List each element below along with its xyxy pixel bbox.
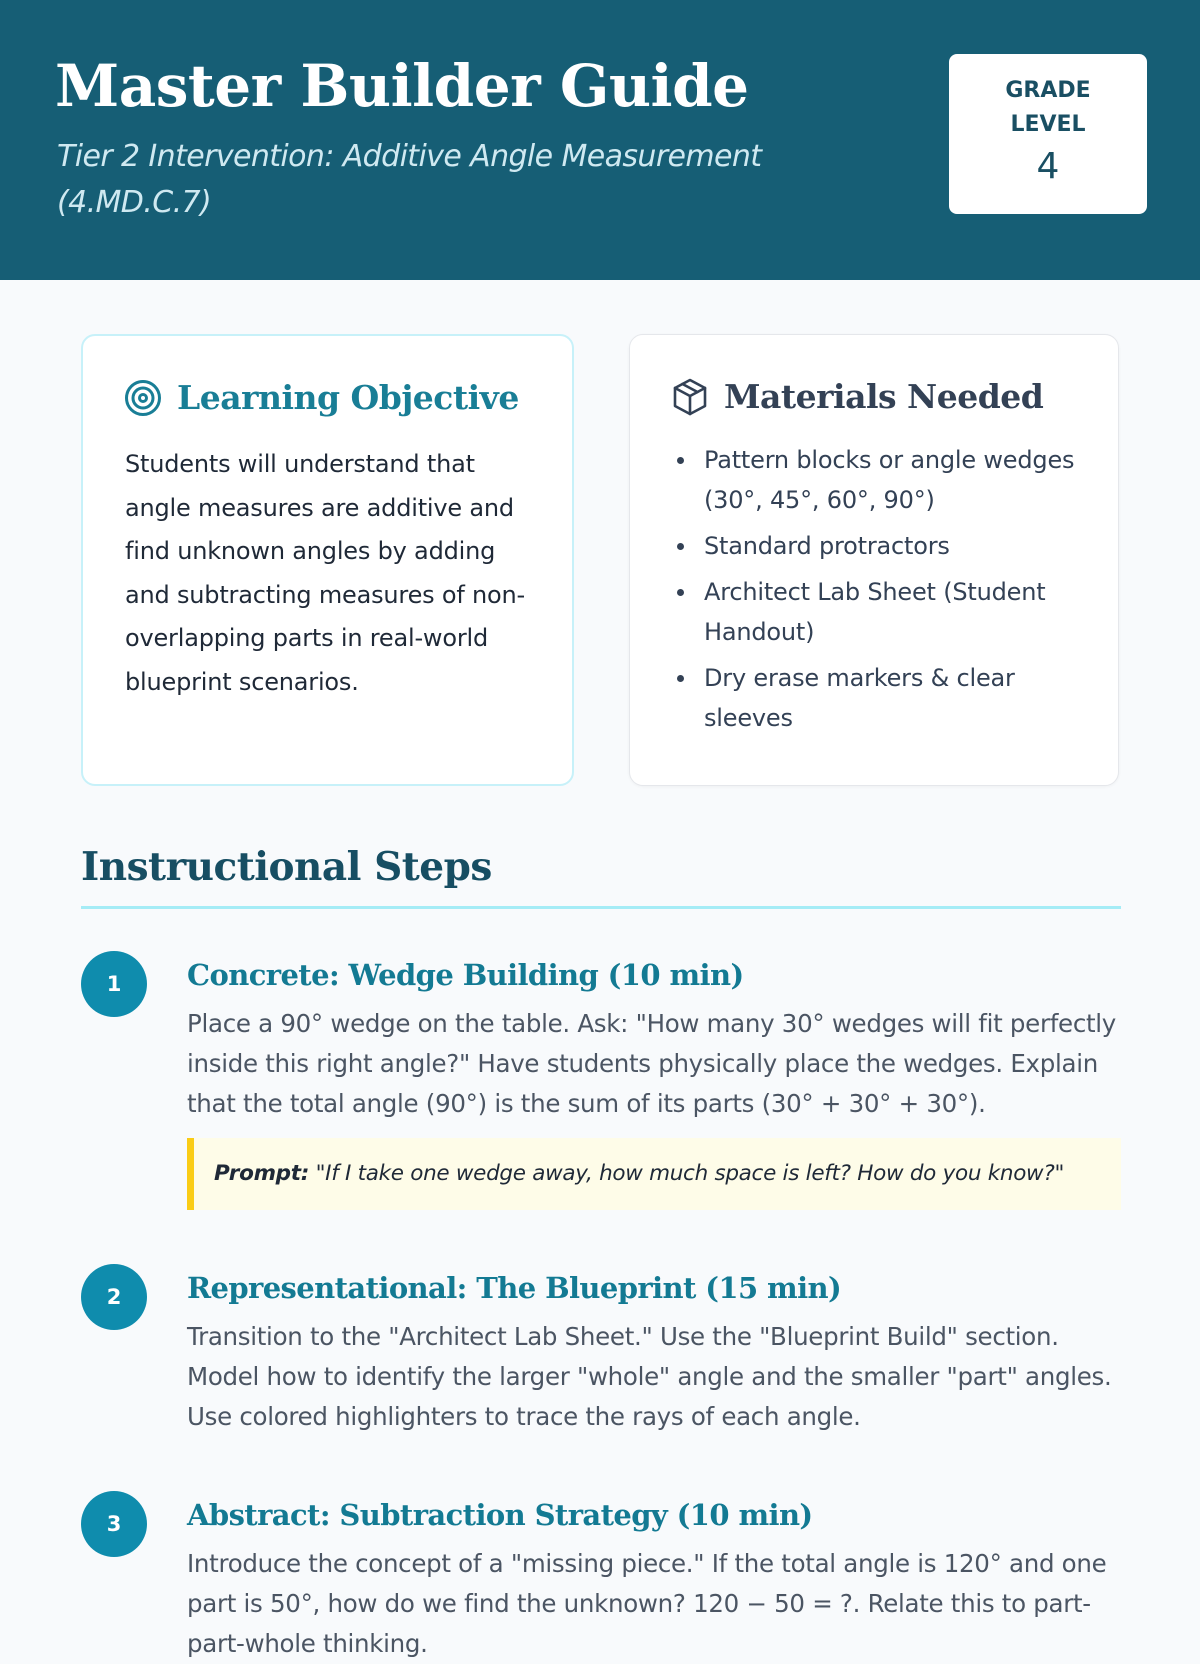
step-text: Transition to the "Architect Lab Sheet." Use the "Blueprint Build" section. Model how to identify the larger "whole" angle and the smaller "part" angles. Use colored highlighters to trace the rays of each angle. [187,1322,1112,1431]
box-icon [670,377,710,417]
learning-objective-header [123,378,519,418]
step-body [187,1264,1121,1437]
learning-objective-title: Learning Objective [177,378,519,417]
step-text: Place a 90° wedge on the table. Ask: "How many 30° wedges will fit perfectly inside this right angle?" Have students physically place the wedges. Explain that the total angle (90°) is the sum of its parts (30° + 30° + 30°). [187,1009,1117,1118]
materials-header [670,377,1043,417]
list-item: Pattern blocks or angle wedges (30°, 45°, 60°, 90°) [672,440,1092,520]
list-item: Dry erase markers & clear sleeves [672,658,1092,738]
page-header [0,0,1200,280]
page-subtitle: Tier 2 Intervention: Additive Angle Measurement (4.MD.C.7) [57,139,762,220]
grade-level-value: 4 [1036,146,1060,187]
step-title: Abstract: Subtraction Strategy (10 min) [187,1498,813,1532]
materials-list [672,440,1092,744]
step-body [187,1491,1121,1664]
list-item: Standard protractors [672,526,1092,566]
learning-objective-card [81,334,574,786]
teacher-prompt-callout [187,1138,1121,1210]
step-number-badge: 3 [81,1491,147,1557]
instructional-steps-title: Instructional Steps [81,844,492,890]
prompt-label: Prompt: [214,1161,310,1186]
step-title: Concrete: Wedge Building (10 min) [187,958,744,992]
step-number-badge: 2 [81,1264,147,1330]
materials-card [629,334,1119,786]
grade-level-badge [949,54,1147,214]
prompt-text: "If I take one wedge away, how much space is left? How do you know?" [315,1161,1065,1186]
step-title: Representational: The Blueprint (15 min) [187,1271,842,1305]
list-item: Architect Lab Sheet (Student Handout) [672,572,1092,652]
page-title: Master Builder Guide [55,52,749,120]
target-icon [123,378,163,418]
section-divider [81,906,1121,909]
materials-title: Materials Needed [724,377,1044,416]
grade-level-label: GRADE LEVEL [1005,78,1091,137]
step-text: Introduce the concept of a "missing piece." If the total angle is 120° and one part is 50°, how do we find the unknown? 120 − 50 = ?. Relate this to part-part-whole thinking. [187,1549,1107,1658]
step-body [187,951,1121,1210]
learning-objective-text: Students will understand that angle measures are additive and find unknown angles by adding and subtracting measures of non-overlapping parts in real-world blueprint scenarios. [125,450,525,696]
step-number-badge: 1 [81,951,147,1017]
